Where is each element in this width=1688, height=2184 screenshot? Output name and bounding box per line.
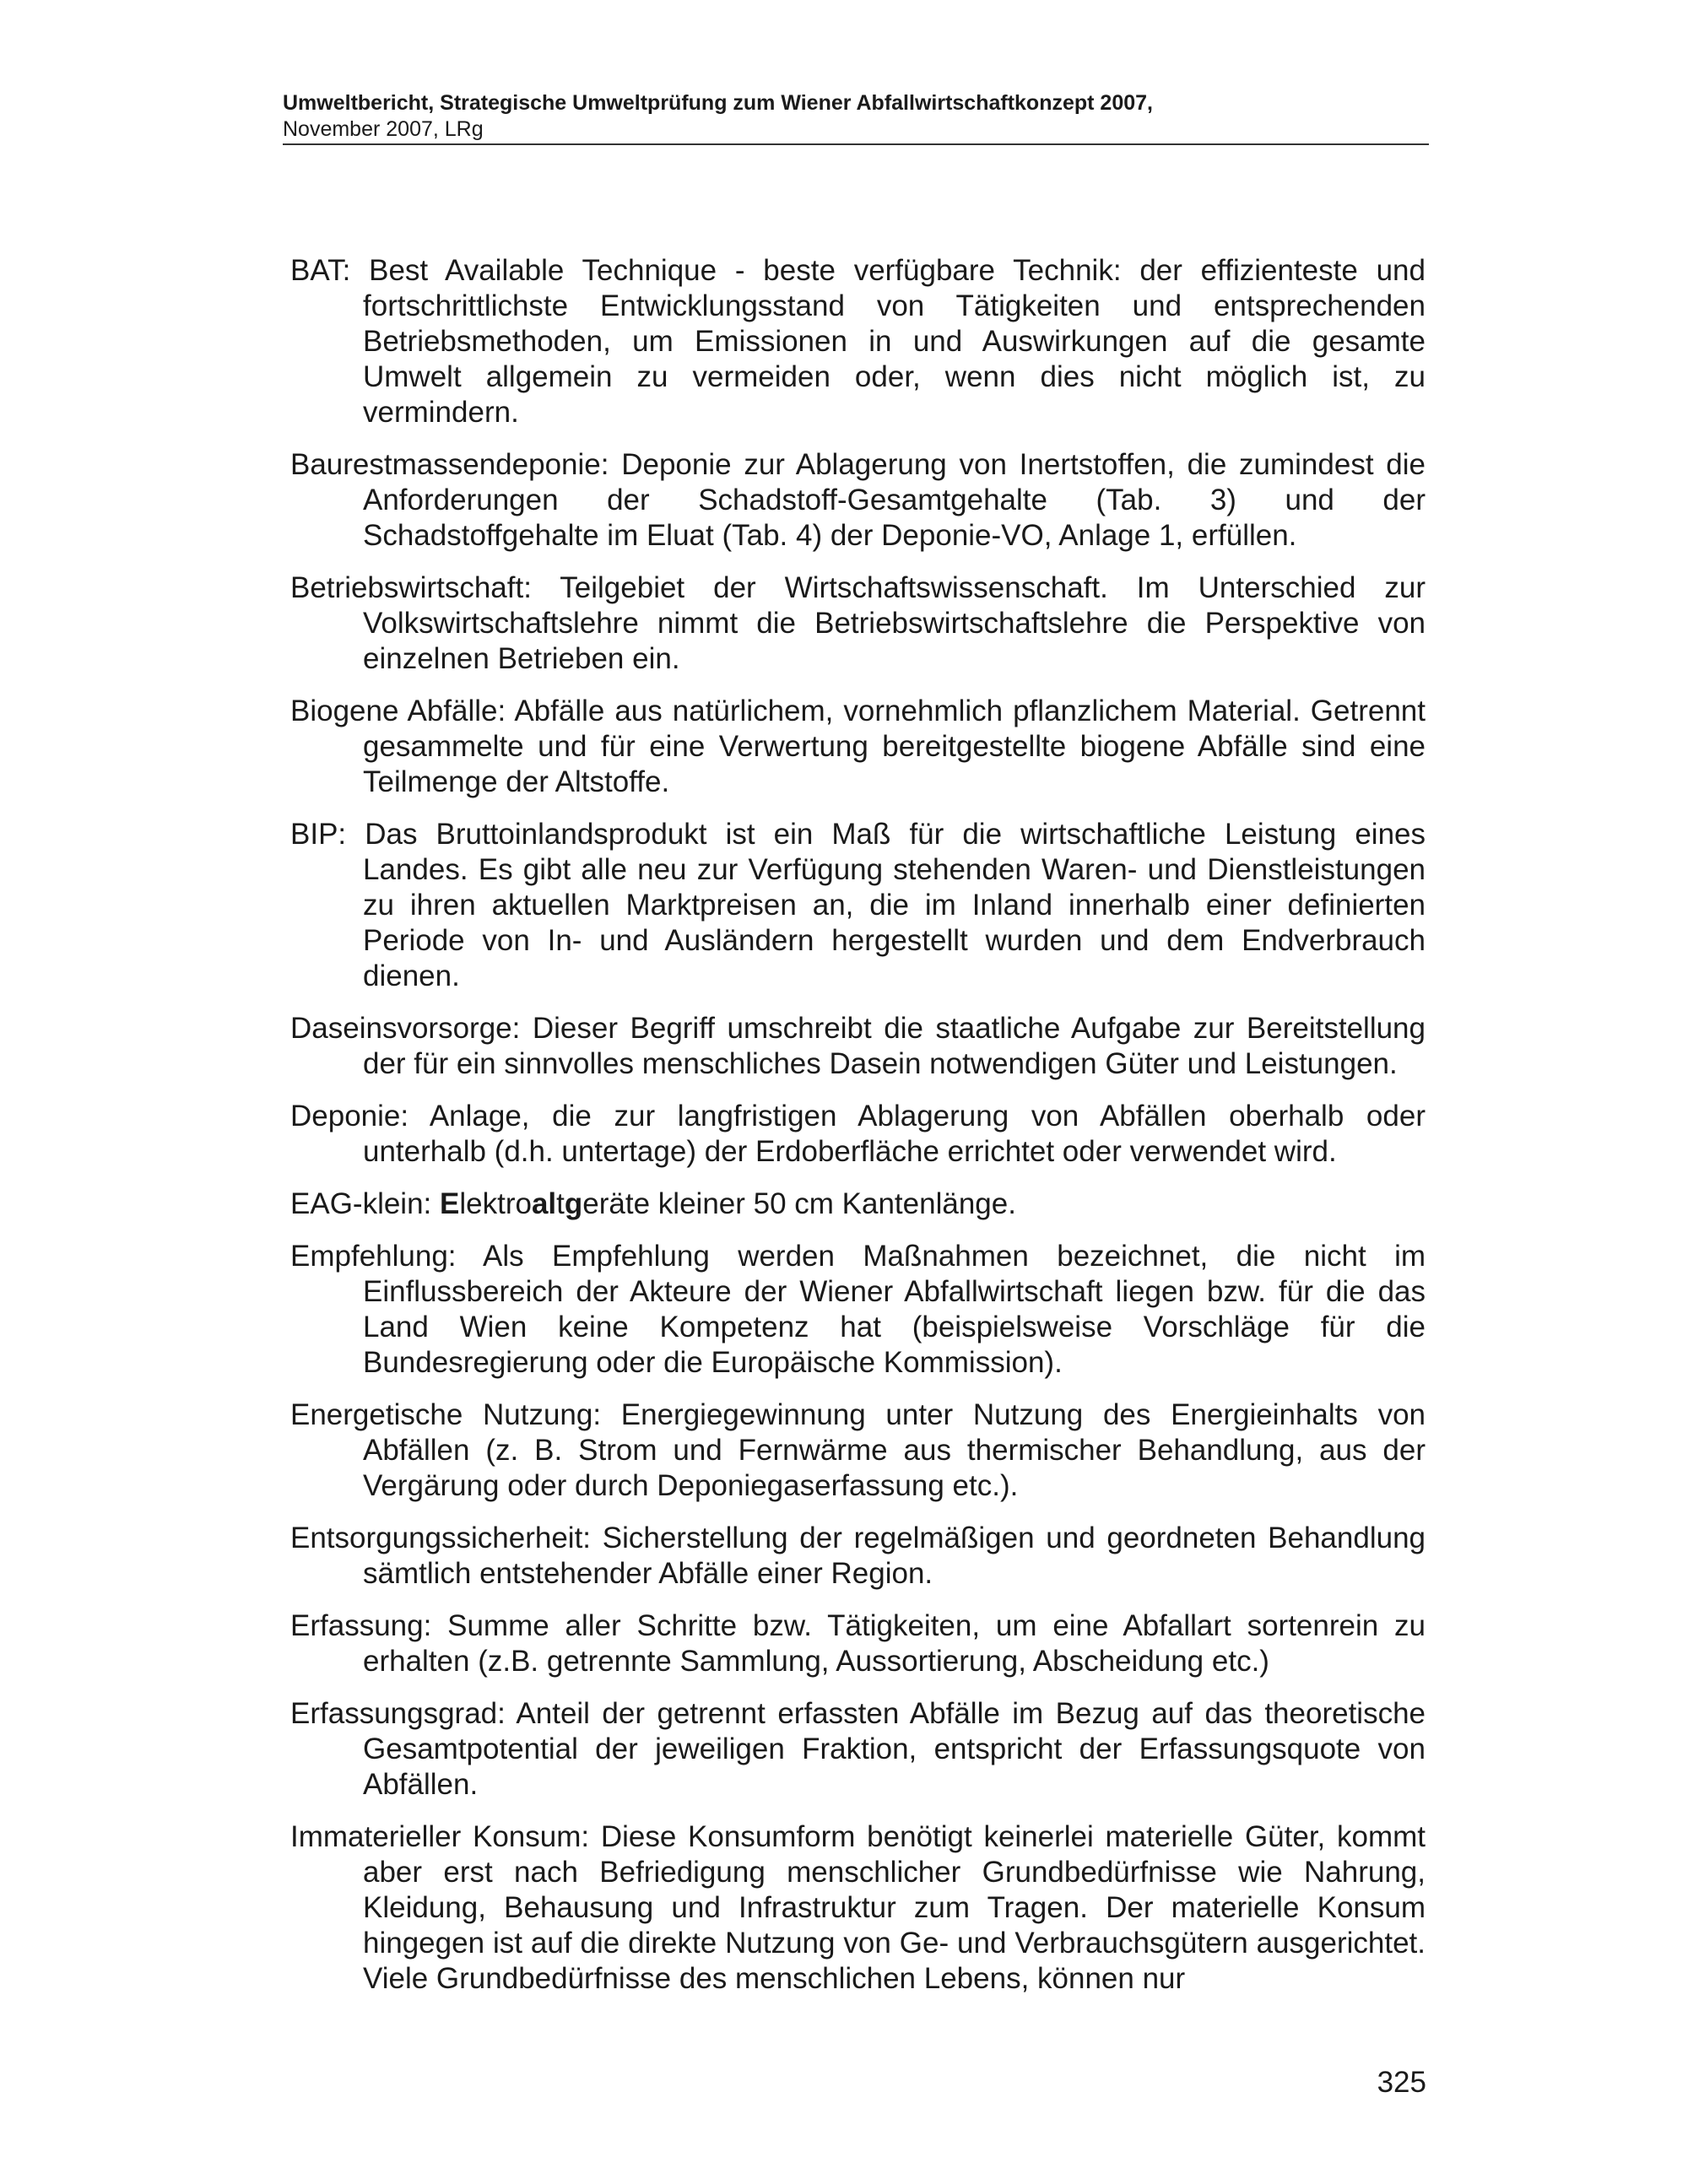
header-title: Umweltbericht, Strategische Umweltprüfung zum Wiener Abfallwirtschaftkonzept 2007,: [283, 91, 1153, 115]
glossary-entry-eag-klein: [290, 1187, 1426, 1222]
glossary-term: Empfehlung:: [290, 1240, 457, 1273]
glossary-definition: Diese Konsumform benötigt keinerlei materielle Güter, kommt aber erst nach Befriedigung menschlicher Grundbedürfnisse wie Nahrung, Kleidung, Behausung und Infrastruktur zum Tragen. Der materielle Konsum hingegen ist auf die direkte Nutzung von Ge- und Verbrauchsgütern ausgerichtet. Viele Grundbedürfnisse des menschlichen Lebens, können nur: [363, 1820, 1426, 1995]
page-header: [283, 89, 1429, 145]
glossary-definition: Summe aller Schritte bzw. Tätigkeiten, um eine Abfallart sortenrein zu erhalten (z.B. getrennte Sammlung, Aussortierung, Abscheidung etc.): [363, 1609, 1426, 1678]
glossary-term: BIP:: [290, 818, 347, 851]
glossary-term: Deponie:: [290, 1100, 409, 1133]
acronym-letter: al: [531, 1187, 557, 1220]
definition-fragment: eräte kleiner 50 cm Kantenlänge.: [582, 1187, 1016, 1220]
definition-fragment: t: [556, 1187, 565, 1220]
glossary-definition: Energiegewinnung unter Nutzung des Energieinhalts von Abfällen (z. B. Strom und Fernwärme aus thermischer Behandlung, aus der Vergärung oder durch Deponiegaserfassung etc.).: [363, 1398, 1426, 1502]
glossary-term: Betriebswirtschaft:: [290, 571, 532, 604]
glossary-definition: Dieser Begriff umschreibt die staatliche Aufgabe zur Bereitstellung der für ein sinnvolles menschliches Dasein notwendigen Güter und Leistungen.: [363, 1012, 1426, 1080]
acronym-letter: E: [440, 1187, 460, 1220]
glossary-entry-erfassung: [290, 1608, 1426, 1679]
glossary-entry-empfehlung: [290, 1239, 1426, 1381]
glossary-definition: Sicherstellung der regelmäßigen und geordneten Behandlung sämtlich entstehender Abfälle einer Region.: [363, 1522, 1426, 1590]
glossary-definition: Abfälle aus natürlichem, vornehmlich pflanzlichem Material. Getrennt gesammelte und für eine Verwertung bereitgestellte biogene Abfälle sind eine Teilmenge der Altstoffe.: [363, 695, 1426, 798]
glossary-definition: Das Bruttoinlandsprodukt ist ein Maß für die wirtschaftliche Leistung eines Landes. Es gibt alle neu zur Verfügung stehenden Waren- und Dienstleistungen zu ihren aktuellen Marktpreisen an, die im Inland innerhalb einer definierten Periode von In- und Ausländern hergestellt wurden und dem Endverbrauch dienen.: [363, 818, 1426, 992]
glossary-entry-bat: [290, 253, 1426, 430]
header-subtitle: November 2007, LRg: [283, 117, 484, 141]
glossary-entry-betriebswirtschaft: [290, 570, 1426, 677]
glossary-definition: Best Available Technique - beste verfügbare Technik: der effizienteste und fortschrittlichste Entwicklungsstand von Tätigkeiten und entsprechenden Betriebsmethoden, um Emissionen in und Auswirkungen auf die gesamte Umwelt allgemein zu vermeiden oder, wenn dies nicht möglich ist, zu vermindern.: [363, 254, 1426, 429]
glossary-term: EAG-klein:: [290, 1187, 432, 1220]
glossary-term: Energetische Nutzung:: [290, 1398, 602, 1431]
glossary-term: Immaterieller Konsum:: [290, 1820, 590, 1853]
glossary: [290, 253, 1426, 2014]
glossary-entry-immaterieller-konsum: [290, 1819, 1426, 1997]
glossary-entry-energetische-nutzung: [290, 1397, 1426, 1504]
glossary-entry-entsorgungssicherheit: [290, 1521, 1426, 1592]
page-number: 325: [1377, 2066, 1426, 2099]
glossary-entry-bip: [290, 817, 1426, 994]
definition-fragment: lektro: [459, 1187, 532, 1220]
glossary-term: Daseinsvorsorge:: [290, 1012, 521, 1045]
glossary-definition: Als Empfehlung werden Maßnahmen bezeichnet, die nicht im Einflussbereich der Akteure der Wiener Abfallwirtschaft liegen bzw. für die das Land Wien keine Kompetenz hat (beispielsweise Vorschläge für die Bundesregierung oder die Europäische Kommission).: [363, 1240, 1426, 1379]
glossary-term: BAT:: [290, 254, 351, 287]
glossary-entry-biogene-abfaelle: [290, 694, 1426, 800]
glossary-term: Entsorgungssicherheit:: [290, 1522, 592, 1554]
glossary-term: Baurestmassendeponie:: [290, 448, 609, 481]
glossary-term: Erfassungsgrad:: [290, 1697, 506, 1730]
glossary-definition: [440, 1187, 1016, 1220]
glossary-entry-baurestmassendeponie: [290, 447, 1426, 554]
acronym-letter: g: [564, 1187, 583, 1220]
glossary-entry-deponie: [290, 1099, 1426, 1170]
glossary-entry-erfassungsgrad: [290, 1696, 1426, 1803]
glossary-entry-daseinsvorsorge: [290, 1011, 1426, 1082]
glossary-term: Erfassung:: [290, 1609, 432, 1642]
glossary-term: Biogene Abfälle:: [290, 695, 506, 727]
glossary-definition: Anteil der getrennt erfassten Abfälle im Bezug auf das theoretische Gesamtpotential der jeweiligen Fraktion, entspricht der Erfassungsquote von Abfällen.: [363, 1697, 1426, 1801]
glossary-definition: Deponie zur Ablagerung von Inertstoffen, die zumindest die Anforderungen der Schadstoff-Gesamtgehalte (Tab. 3) und der Schadstoffgehalte im Eluat (Tab. 4) der Deponie-VO, Anlage 1, erfüllen.: [363, 448, 1426, 552]
glossary-definition: Anlage, die zur langfristigen Ablagerung von Abfällen oberhalb oder unterhalb (d.h. untertage) der Erdoberfläche errichtet oder verwendet wird.: [363, 1100, 1426, 1168]
glossary-definition: Teilgebiet der Wirtschaftswissenschaft. Im Unterschied zur Volkswirtschaftslehre nimmt die Betriebswirtschaftslehre die Perspektive von einzelnen Betrieben ein.: [363, 571, 1426, 675]
